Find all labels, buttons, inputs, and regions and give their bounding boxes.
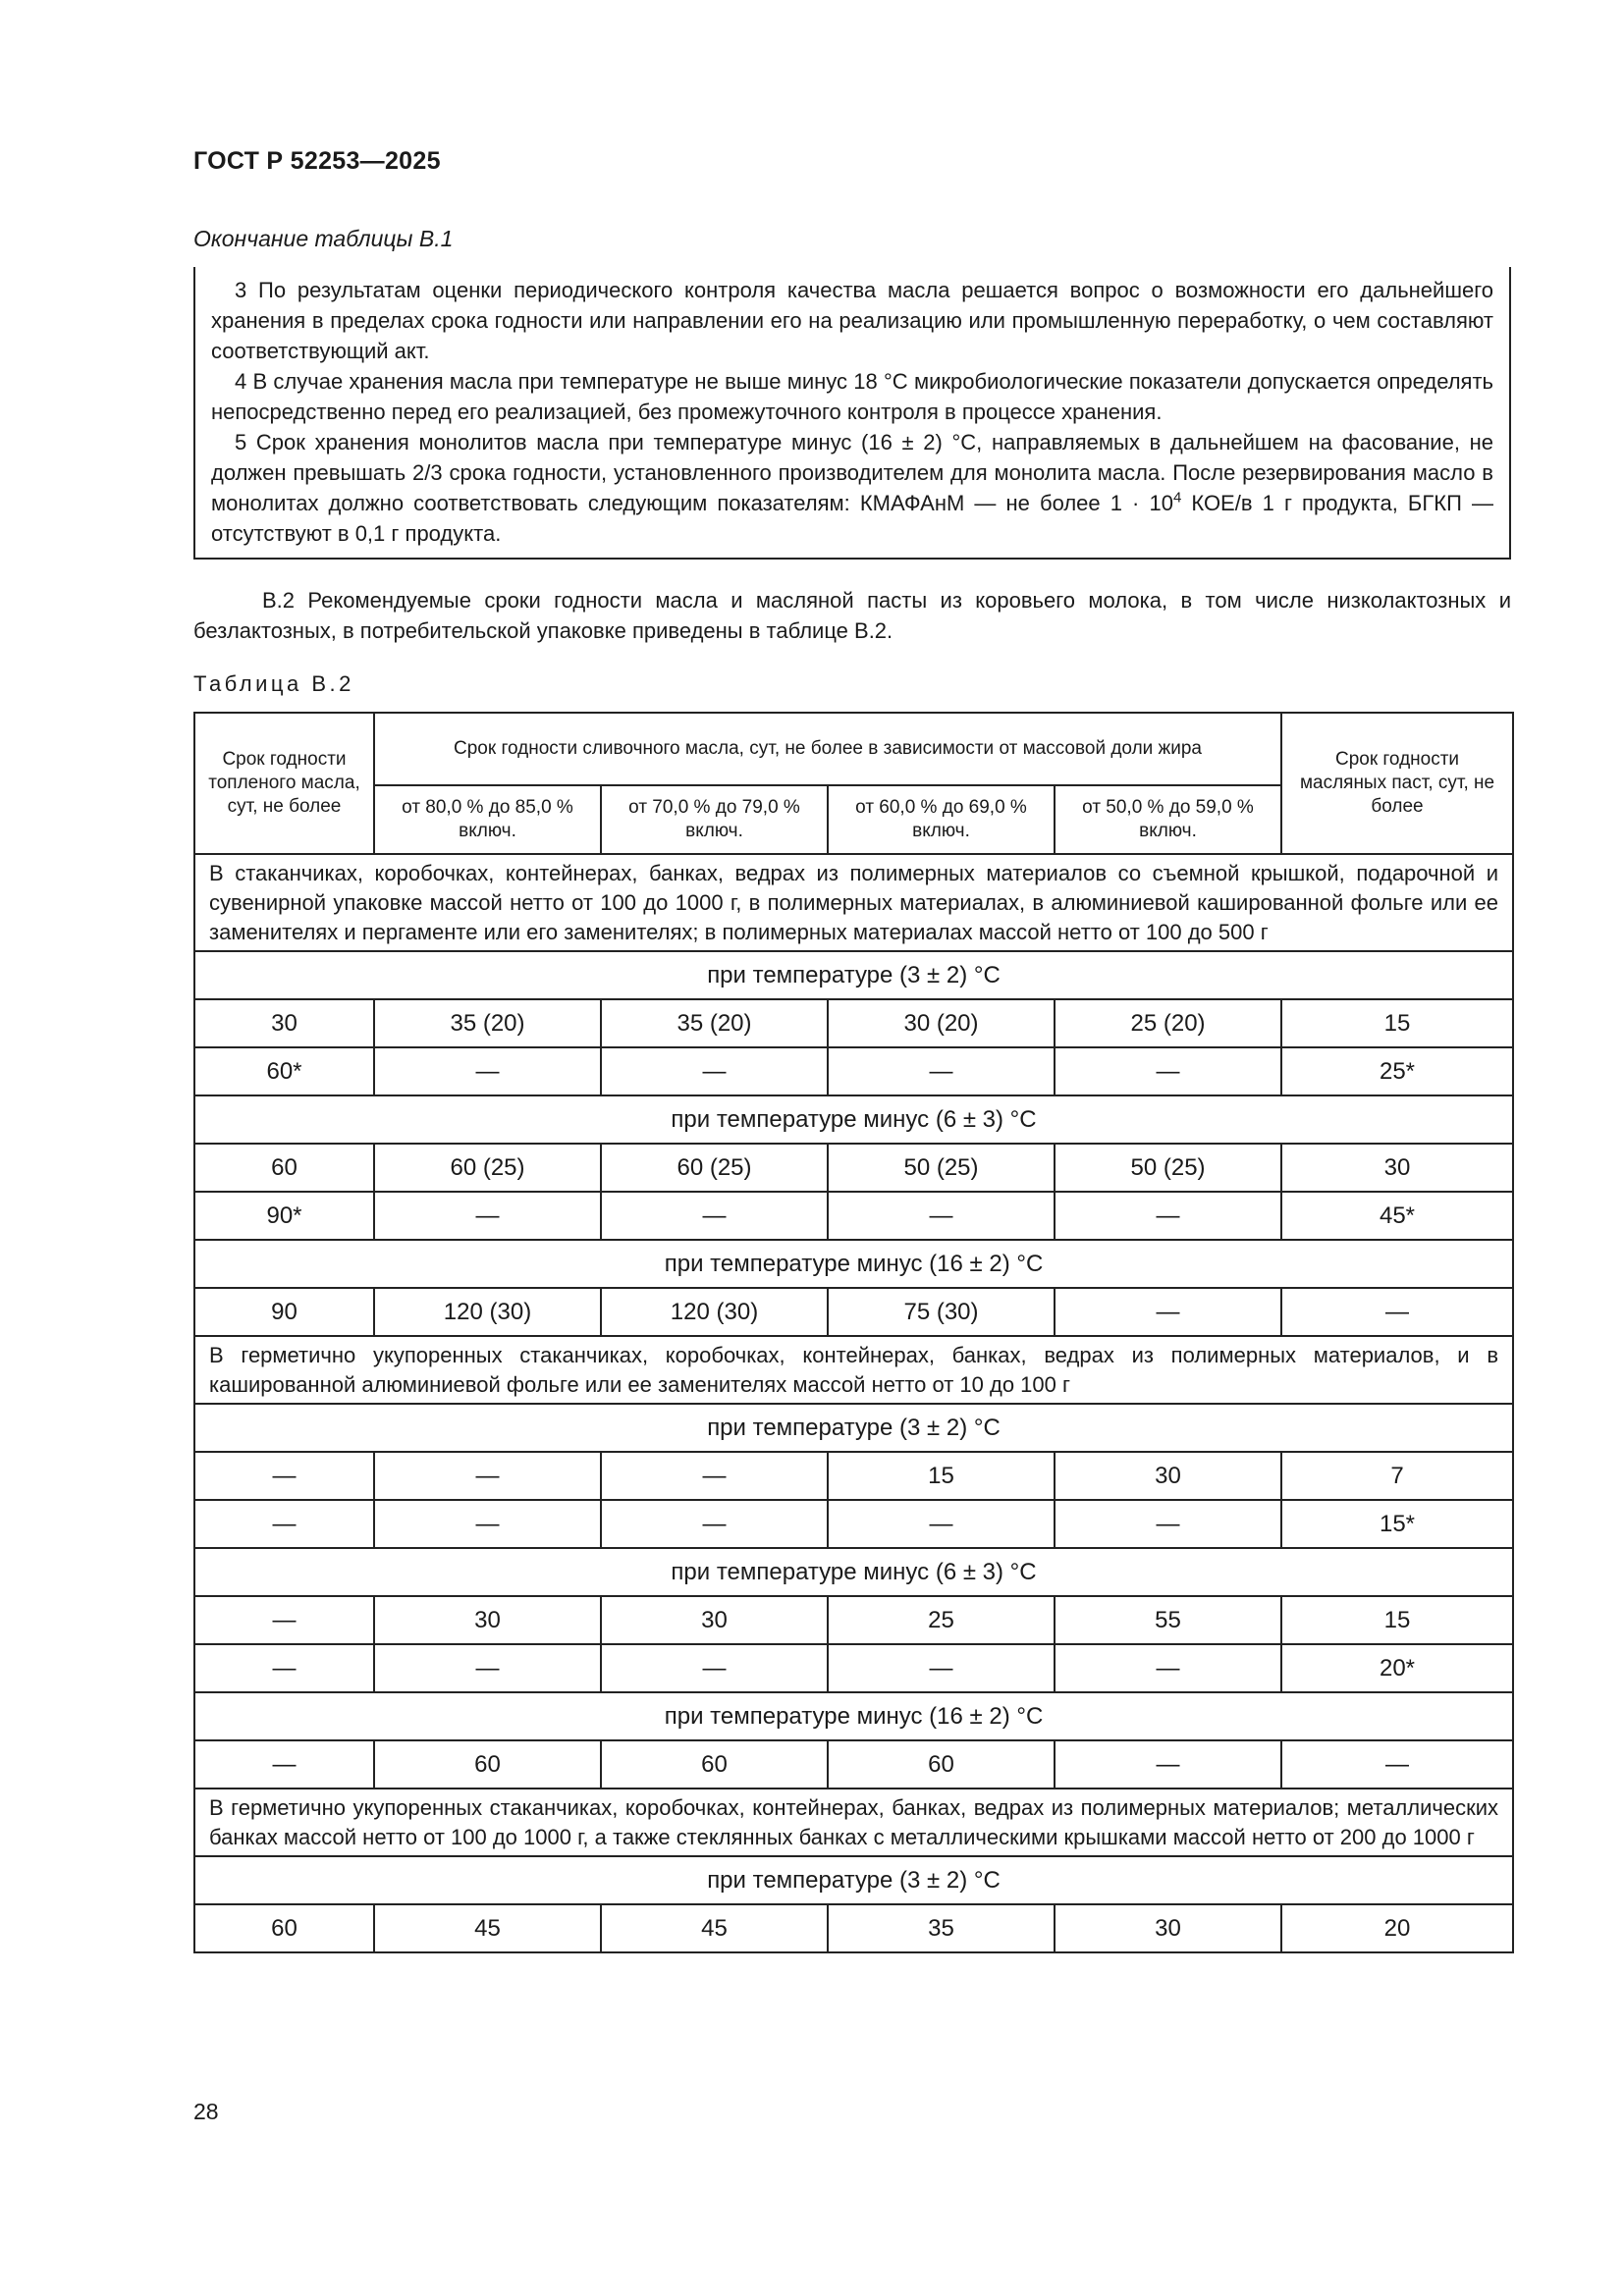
table-cell: — <box>194 1644 374 1692</box>
table-cell: — <box>1055 1047 1281 1095</box>
header-butter-group: Срок годности сливочного масла, сут, не более в зависимости от массовой доли жира <box>374 713 1281 785</box>
table-cell: 60* <box>194 1047 374 1095</box>
shelf-life-table <box>193 712 1514 1953</box>
table-cell: 35 (20) <box>601 999 828 1047</box>
table-cell: 30 <box>1055 1452 1281 1500</box>
table-cell: 60 <box>601 1740 828 1789</box>
section-paragraph: В.2 Рекомендуемые сроки годности масла и масляной пасты из коровьего молока, в том числе низколактозных и безлактозных, в потребительской упаковке приведены в таблице В.2. <box>193 588 1511 643</box>
table-cell: — <box>601 1192 828 1240</box>
table-cell: — <box>1055 1740 1281 1789</box>
table-cell: 90* <box>194 1192 374 1240</box>
temperature-condition: при температуре минус (16 ± 2) °С <box>194 1692 1513 1740</box>
table-cell: 20* <box>1281 1644 1513 1692</box>
note-5-text-a: 5 Срок хранения монолитов масла при температуре минус (16 ± 2) °С, направляемых в дальнейшем на фасование, не должен превышать 2/3 срока годности, установленного производителем для монолита масла. После резервирования масло в монолитах должно соответствовать следующим показателям: КМАФАнМ — не более 1 · 10 <box>211 430 1493 515</box>
table-cell: 45 <box>374 1904 601 1952</box>
table-row <box>194 1596 1513 1644</box>
table-cell: — <box>1281 1740 1513 1789</box>
table-cell: 60 (25) <box>374 1144 601 1192</box>
table-cell: 90 <box>194 1288 374 1336</box>
table-row <box>194 1047 1513 1095</box>
table-cell: 50 (25) <box>828 1144 1055 1192</box>
table-cell: — <box>828 1500 1055 1548</box>
temperature-row <box>194 951 1513 999</box>
note-5-exponent: 4 <box>1172 489 1182 507</box>
table-notes-box <box>193 267 1511 560</box>
table-cell: 20 <box>1281 1904 1513 1952</box>
temperature-condition: при температуре (3 ± 2) °С <box>194 951 1513 999</box>
table-cell: 60 <box>194 1144 374 1192</box>
table-cell: 60 <box>828 1740 1055 1789</box>
table-cell: — <box>374 1047 601 1095</box>
table-row <box>194 1288 1513 1336</box>
temperature-condition: при температуре (3 ± 2) °С <box>194 1856 1513 1904</box>
table-row <box>194 1500 1513 1548</box>
table-cell: — <box>601 1644 828 1692</box>
packaging-row <box>194 1789 1513 1856</box>
table-cell: — <box>1281 1288 1513 1336</box>
table-cell: 15 <box>1281 999 1513 1047</box>
temperature-row <box>194 1404 1513 1452</box>
table-cell: 60 <box>194 1904 374 1952</box>
table-cell: 25* <box>1281 1047 1513 1095</box>
header-ghee-column: Срок годности топленого масла, сут, не более <box>194 713 374 854</box>
table-caption: Таблица В.2 <box>193 671 354 696</box>
table-cell: 30 <box>601 1596 828 1644</box>
table-cell: 30 <box>1055 1904 1281 1952</box>
temperature-row <box>194 1692 1513 1740</box>
packaging-row <box>194 854 1513 951</box>
table-row <box>194 1192 1513 1240</box>
packaging-description: В стаканчиках, коробочках, контейнерах, банках, ведрах из полимерных материалов со съемной крышкой, подарочной и сувенирной упаковке массой нетто от 100 до 1000 г, в полимерных материалах, в алюминиевой кашированной фольге или ее заменителях и пергаменте или его заменителях; в полимерных материалах массой нетто от 100 до 500 г <box>194 854 1513 951</box>
header-paste-column: Срок годности масляных паст, сут, не более <box>1281 713 1513 854</box>
table-cell: — <box>194 1452 374 1500</box>
document-header: ГОСТ Р 52253—2025 <box>193 147 441 175</box>
table-cell: 120 (30) <box>601 1288 828 1336</box>
temperature-row <box>194 1095 1513 1144</box>
table-cell: 15* <box>1281 1500 1513 1548</box>
table-cell: 25 (20) <box>1055 999 1281 1047</box>
table-cell: 120 (30) <box>374 1288 601 1336</box>
temperature-row <box>194 1856 1513 1904</box>
temperature-row <box>194 1548 1513 1596</box>
table-cell: — <box>194 1740 374 1789</box>
temperature-row <box>194 1240 1513 1288</box>
note-5 <box>211 427 1493 549</box>
header-fat-range-3: от 60,0 % до 69,0 % включ. <box>828 785 1055 854</box>
table-row <box>194 1740 1513 1789</box>
table-cell: — <box>601 1500 828 1548</box>
table-cell: — <box>601 1047 828 1095</box>
table-row <box>194 1452 1513 1500</box>
table-cell: 15 <box>828 1452 1055 1500</box>
table-cell: — <box>374 1452 601 1500</box>
temperature-condition: при температуре минус (6 ± 3) °С <box>194 1095 1513 1144</box>
table-cell: 45* <box>1281 1192 1513 1240</box>
table-cell: — <box>1055 1500 1281 1548</box>
note-5-text-b: КОЕ/в 1 г продукта, БГКП — отсутствуют в 0,1 г продукта. <box>211 491 1493 546</box>
table-cell: 30 (20) <box>828 999 1055 1047</box>
table-row <box>194 999 1513 1047</box>
table-cell: — <box>374 1192 601 1240</box>
table-cell: — <box>828 1192 1055 1240</box>
table-cell: 50 (25) <box>1055 1144 1281 1192</box>
table-cell: — <box>194 1500 374 1548</box>
table-cell: 55 <box>1055 1596 1281 1644</box>
note-3: 3 По результатам оценки периодического контроля качества масла решается вопрос о возможности его дальнейшего хранения в пределах срока годности или направлении его на реализацию или промышленную переработку, о чем составляют соответствующий акт. <box>211 278 1493 363</box>
header-fat-range-1: от 80,0 % до 85,0 % включ. <box>374 785 601 854</box>
table-continuation-label: Окончание таблицы В.1 <box>193 226 454 251</box>
table-cell: — <box>828 1047 1055 1095</box>
table-cell: 30 <box>1281 1144 1513 1192</box>
table-cell: 30 <box>194 999 374 1047</box>
table-cell: — <box>828 1644 1055 1692</box>
packaging-description: В герметично укупоренных стаканчиках, коробочках, контейнерах, банках, ведрах из полимерных материалов, и в кашированной алюминиевой фольге или ее заменителях массой нетто от 10 до 100 г <box>194 1336 1513 1404</box>
table-cell: 60 (25) <box>601 1144 828 1192</box>
packaging-description: В герметично укупоренных стаканчиках, коробочках, контейнерах, банках, ведрах из полимерных материалов; металлических банках массой нетто от 100 до 1000 г, а также стеклянных банках с металлическими крышками массой нетто от 200 до 1000 г <box>194 1789 1513 1856</box>
table-cell: — <box>374 1644 601 1692</box>
table-cell: 25 <box>828 1596 1055 1644</box>
table-row <box>194 1644 1513 1692</box>
header-fat-range-2: от 70,0 % до 79,0 % включ. <box>601 785 828 854</box>
temperature-condition: при температуре минус (6 ± 3) °С <box>194 1548 1513 1596</box>
table-cell: 7 <box>1281 1452 1513 1500</box>
table-cell: 35 <box>828 1904 1055 1952</box>
table-row <box>194 1904 1513 1952</box>
table-cell: 30 <box>374 1596 601 1644</box>
table-cell: — <box>1055 1192 1281 1240</box>
table-cell: — <box>194 1596 374 1644</box>
table-row <box>194 1144 1513 1192</box>
header-fat-range-4: от 50,0 % до 59,0 % включ. <box>1055 785 1281 854</box>
table-cell: 75 (30) <box>828 1288 1055 1336</box>
table-cell: — <box>374 1500 601 1548</box>
table-cell: — <box>601 1452 828 1500</box>
packaging-row <box>194 1336 1513 1404</box>
table-cell: 45 <box>601 1904 828 1952</box>
note-4: 4 В случае хранения масла при температуре не выше минус 18 °С микробиологические показатели допускается определять непосредственно перед его реализацией, без промежуточного контроля в процессе хранения. <box>211 369 1493 424</box>
page-number: 28 <box>193 2099 219 2124</box>
table-cell: 15 <box>1281 1596 1513 1644</box>
table-cell: 60 <box>374 1740 601 1789</box>
temperature-condition: при температуре (3 ± 2) °С <box>194 1404 1513 1452</box>
table-cell: 35 (20) <box>374 999 601 1047</box>
table-cell: — <box>1055 1288 1281 1336</box>
table-cell: — <box>1055 1644 1281 1692</box>
temperature-condition: при температуре минус (16 ± 2) °С <box>194 1240 1513 1288</box>
